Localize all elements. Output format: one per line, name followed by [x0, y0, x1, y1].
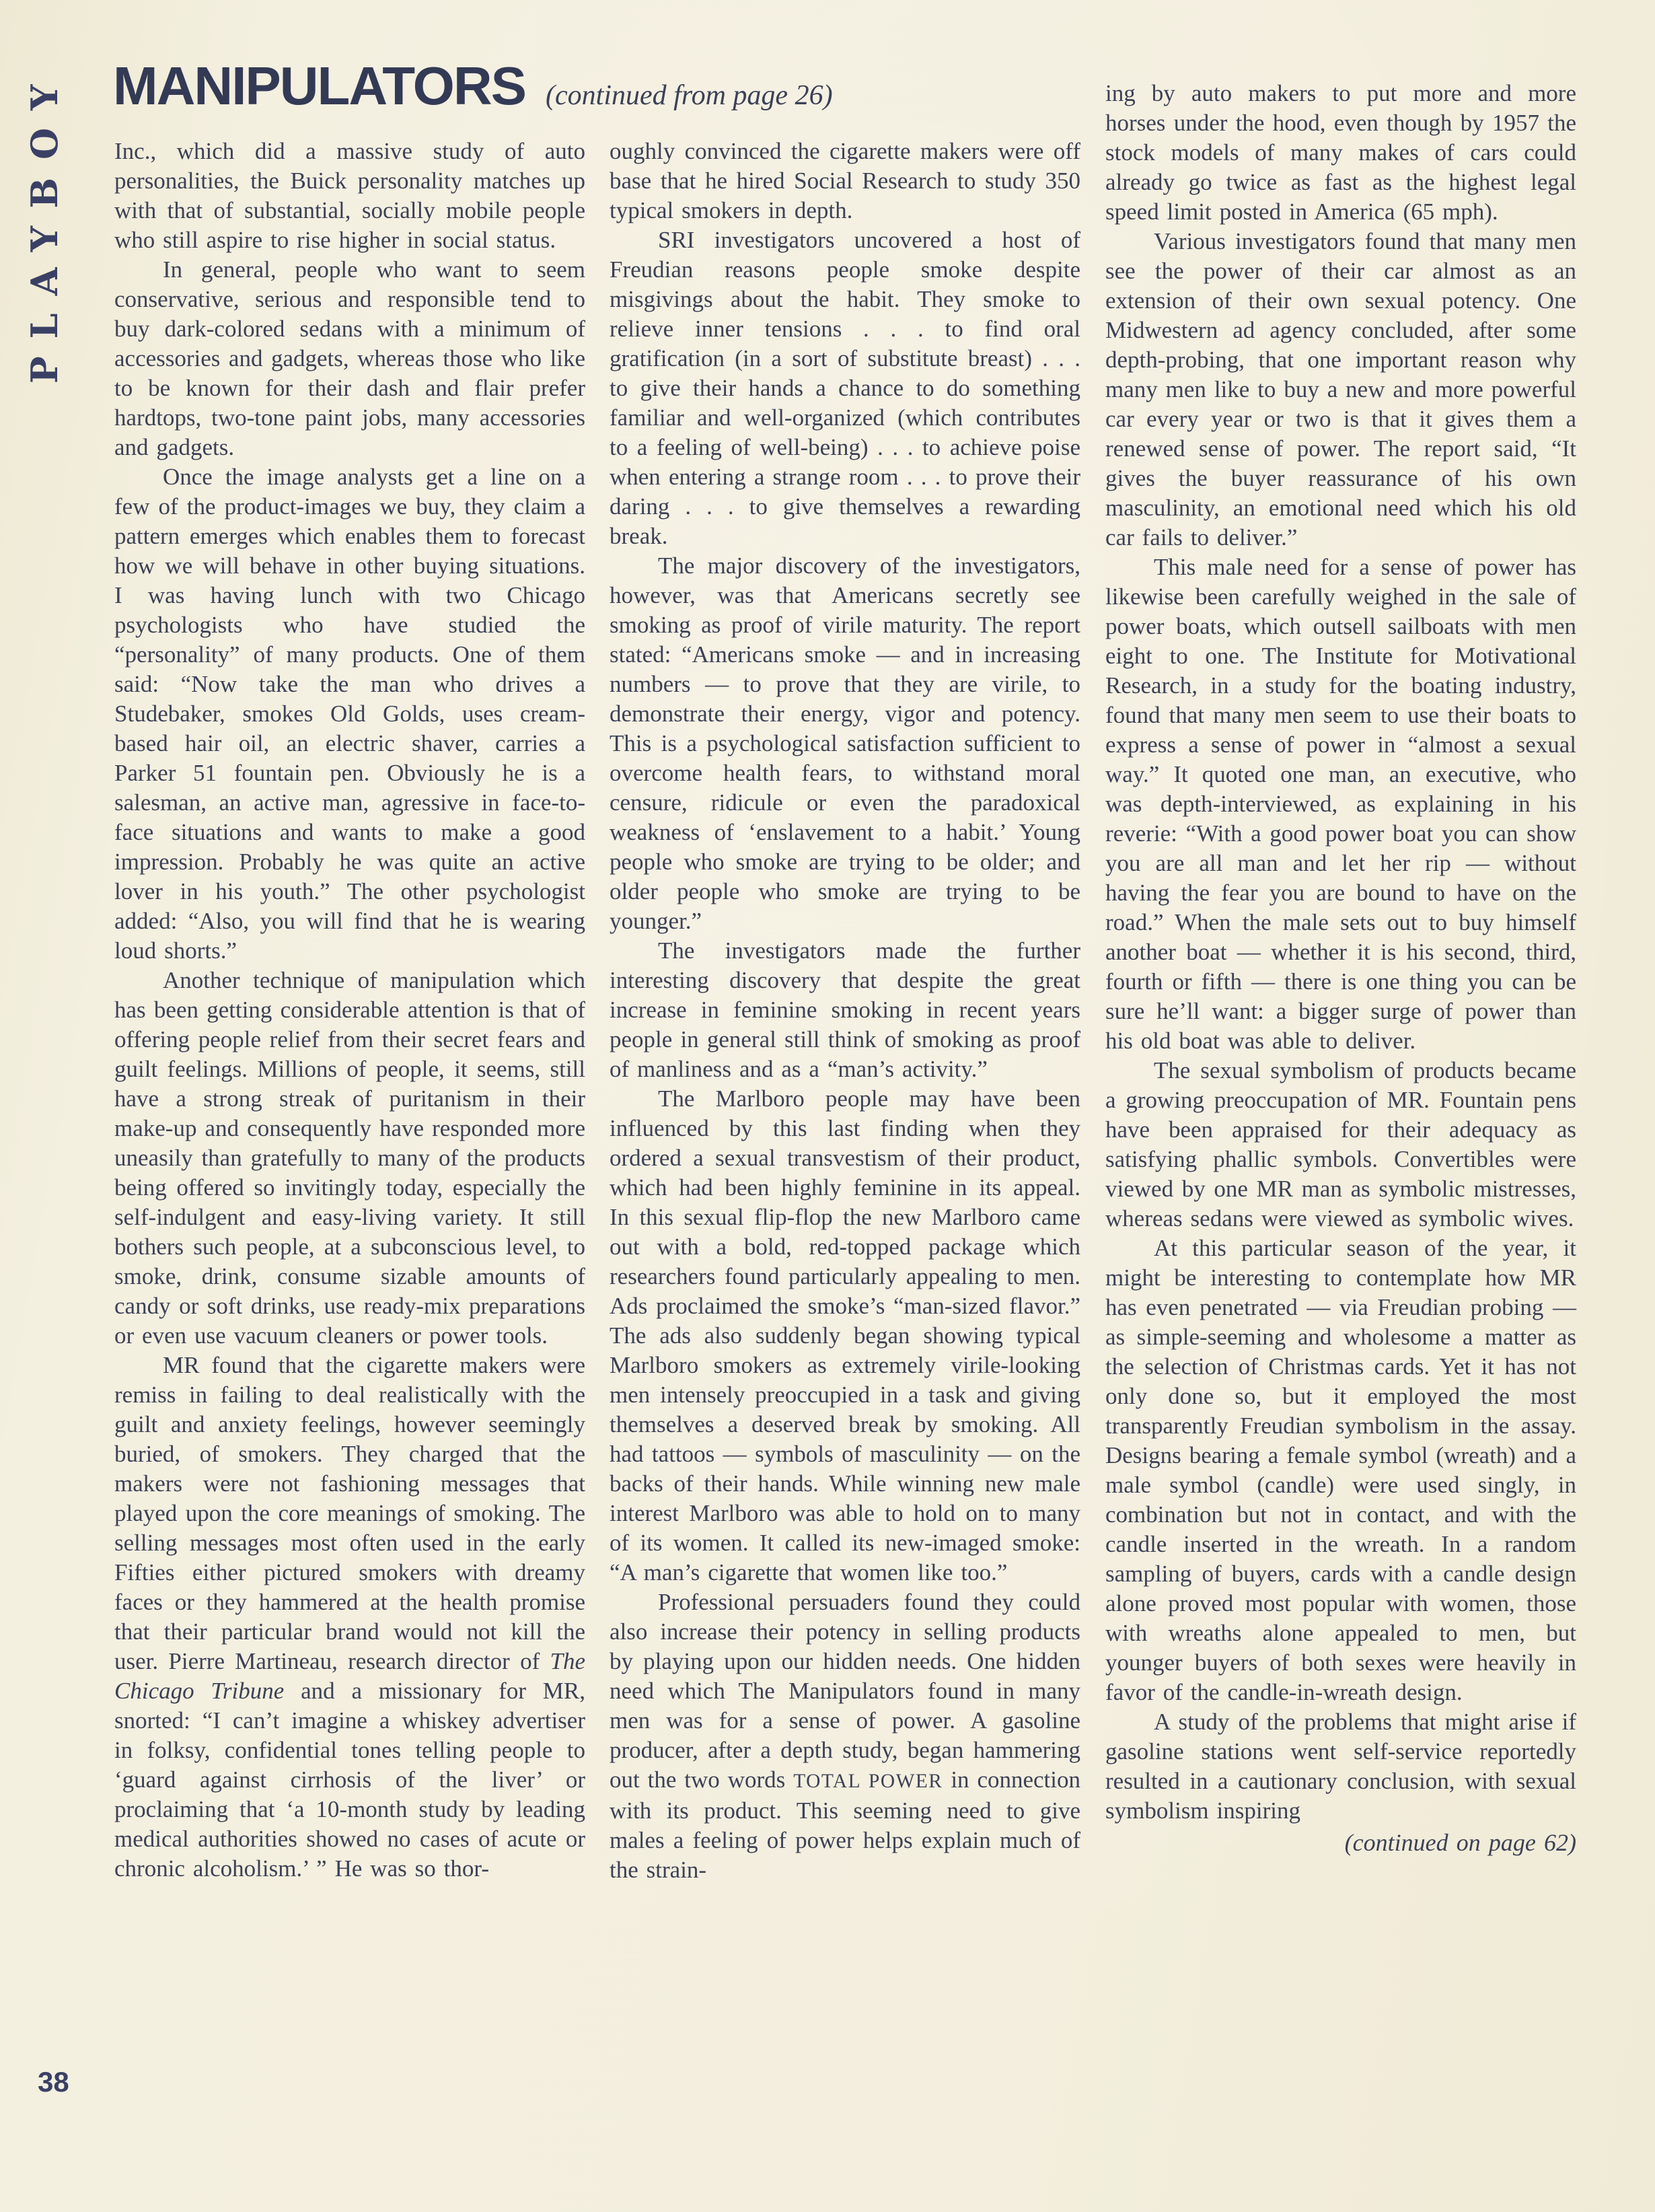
paragraph	[610, 551, 1080, 936]
text-segment: ing by auto makers to put more and more horses under the hood, even though by 1957 the stock models of many makes of cars could already go twice as fast as the highest legal speed limit posted in America (65 mph).	[1105, 80, 1576, 225]
text-segment: Once the image analysts get a line on a few of the product-images we buy, they claim a pattern emerges which enables them to forecast how we will behave in other buying situations. I was having lunch with two Chicago psychologists who have studied the “personality” of many products. One of them said: “Now take the man who drives a Studebaker, smokes Old Golds, uses cream-based hair oil, an electric shaver, carries a Parker 51 fountain pen. Obviously he is a salesman, an active man, agressive in face-to-face situations and wants to make a good impression. Probably he was quite an active lover in his youth.” The other psychologist added: “Also, you will find that he is wearing loud shorts.”	[114, 464, 585, 964]
paragraph	[1105, 1707, 1576, 1826]
text-segment: The investigators made the further interesting discovery that despite the great increase in feminine smoking in recent years people in general still think of smoking as proof of manliness and as a “man’s activity.”	[610, 937, 1080, 1082]
paragraph	[114, 462, 585, 966]
continued-on-note: (continued on page 62)	[1344, 1829, 1576, 1856]
text-segment-smallcaps: TOTAL POWER	[793, 1771, 943, 1792]
paragraph	[610, 936, 1080, 1084]
text-segment: In general, people who want to seem conservative, serious and responsible tend to buy dark-colored sedans with a minimum of accessories and gadgets, whereas those who like to be known for their dash and flair prefer hardtops, two-tone paint jobs, many accessories and gadgets.	[114, 256, 585, 460]
paragraph	[114, 137, 585, 255]
paragraph	[610, 1084, 1080, 1587]
text-segment: and a missionary for MR, snorted: “I can’t imagine a whiskey advertiser in folksy, confidential tones telling people to ‘guard against cirrhosis of the liver’ or proclaiming that ‘a 10-month study by leading medical authorities showed no cases of acute or chronic alcoholism.’ ” He was so thor-	[114, 1678, 586, 1882]
paragraph	[114, 1351, 585, 1884]
text-segment: Another technique of manipulation which has been getting considerable attention is that of offering people relief from their secret fears and guilt feelings. Millions of people, it seems, still have a strong streak of puritanism in their make-up and consequently have responded more uneasily than gratefully to many of the products being offered so invitingly today, especially the self-indulgent and easy-living variety. It still bothers such people, at a subconscious level, to smoke, drink, consume sizable amounts of candy or soft drinks, use ready-mix preparations or even use vacuum cleaners or power tools.	[114, 967, 585, 1349]
text-segment: Various investigators found that many men see the power of their car almost as an extension of their own sexual potency. One Midwestern ad agency concluded, after some depth-probing, that one important reason why many men like to buy a new and more powerful car every year or two is that it gives them a renewed sense of power. The report said, “It gives the buyer reassurance of his own masculinity, an emotional need which his old car fails to deliver.”	[1105, 228, 1576, 550]
paragraph	[1105, 1234, 1576, 1707]
text-segment: SRI investigators uncovered a host of Freudian reasons people smoke despite misgivings about the habit. They smoke to relieve inner tensions . . . to find oral gratification (in a sort of substitute breast) . . . to give their hands a chance to do something familiar and well-organized (which contributes to a feeling of well-being) . . . to achieve poise when entering a strange room . . . to prove their daring . . . to give themselves a rewarding break.	[610, 227, 1080, 549]
paragraph	[114, 966, 585, 1351]
text-segment: The sexual symbolism of products became a growing preoccupation of MR. Fountain pens have been appraised for their adequacy as satisfying phallic symbols. Convertibles were viewed by one MR man as symbolic mistresses, whereas sedans were viewed as symbolic wives.	[1105, 1057, 1576, 1232]
paragraph	[610, 225, 1080, 551]
text-segment: Professional persuaders found they could also increase their potency in selling products by playing upon our hidden needs. One hidden need which The Manipulators found in many men was for a sense of power. A gasoline producer, after a depth study, began hammering out the two words	[610, 1589, 1080, 1793]
text-segment: MR found that the cigarette makers were remiss in failing to deal realistically with the guilt and anxiety feelings, however seemingly buried, of smokers. They charged that the makers were not fashioning messages that played upon the core meanings of smoking. The selling messages most often used in the early Fifties either pictured smokers with dreamy faces or they hammered at the health promise that their particular brand would not kill the user. Pierre Martineau, research director of	[114, 1352, 585, 1674]
paragraph	[1105, 79, 1576, 227]
paragraph	[114, 255, 585, 462]
text-segment: in connection with its product. This seeming need to give males a feeling of power helps explain much of the strain-	[610, 1767, 1081, 1883]
column-3-text	[1105, 79, 1576, 1826]
article-title: MANIPULATORS	[113, 56, 526, 116]
page-number: 38	[38, 2066, 69, 2098]
text-segment: oughly convinced the cigarette makers were off base that he hired Social Research to study 350 typical smokers in depth.	[610, 138, 1080, 223]
article-header	[113, 56, 833, 116]
magazine-rail-text: PLAYBOY	[23, 67, 66, 384]
text-segment: A study of the problems that might arise if gasoline stations went self-service reportedly resulted in a cautionary conclusion, with sexual symbolism inspiring	[1105, 1709, 1576, 1824]
continued-from-note: (continued from page 26)	[546, 80, 833, 111]
text-segment: Inc., which did a massive study of auto personalities, the Buick personality matches up with that of substantial, socially mobile people who still aspire to rise higher in social status.	[114, 138, 585, 253]
paragraph	[1105, 552, 1576, 1056]
paragraph	[1105, 227, 1576, 552]
column-1	[114, 137, 585, 1884]
paragraph	[610, 137, 1080, 225]
paragraph	[610, 1587, 1080, 1885]
column-2	[610, 137, 1080, 1885]
text-segment: The Marlboro people may have been influenced by this last finding when they ordered a sexual transvestism of their product, which had been highly feminine in its appeal. In this sexual flip-flop the new Marlboro came out with a bold, red-topped package which researchers found particularly appealing to men. Ads proclaimed the smoke’s “man-sized flavor.” The ads also suddenly began showing typical Marlboro smokers as extremely virile-looking men intensely preoccupied in a task and giving themselves a deserved break by smoking. All had tattoos — symbols of masculinity — on the backs of their hands. While winning new male interest Marlboro was able to hold on to many of its women. It called its new-imaged smoke: “A man’s cigarette that women like too.”	[610, 1085, 1080, 1585]
text-segment: The major discovery of the investigators, however, was that Americans secretly see smoking as proof of virile maturity. The report stated: “Americans smoke — and in increasing numbers — to prove that they are virile, to demonstrate their energy, vigor and potency. This is a psychological satisfaction sufficient to overcome health fears, to withstand moral censure, ridicule or even the paradoxical weakness of ‘enslavement to a habit.’ Young people who smoke are trying to be older; and older people who smoke are trying to be younger.”	[610, 552, 1080, 934]
text-segment: This male need for a sense of power has likewise been carefully weighed in the sale of power boats, which outsell sailboats with men eight to one. The Institute for Motivational Research, in a study for the boating industry, found that many men seem to use their boats to express a sense of power in “almost a sexual way.” It quoted one man, an executive, who was depth-interviewed, as explaining in his reverie: “With a good power boat you can show you are all man and let her rip — without having the fear you are bound to have on the road.” When the male sets out to buy himself another boat — whether it is his second, third, fourth or fifth — there is one thing you can be sure he’ll want: a bigger surge of power than his old boat was able to deliver.	[1105, 554, 1576, 1054]
text-segment: At this particular season of the year, it might be interesting to contemplate how MR has even penetrated — via Freudian probing — as simple-seeming and wholesome a matter as the selection of Christmas cards. Yet it has not only done so, but it employed the most transparently Freudian symbolism in the assay. Designs bearing a female symbol (wreath) and a male symbol (candle) were used singly, in combination but not in contact, and with the candle inserted in the wreath. In a random sampling of buyers, cards with a candle design alone proved most popular with women, those with wreaths alone appealed to men, but younger buyers of both sexes were heavily in favor of the candle-in-wreath design.	[1105, 1235, 1576, 1705]
column-3	[1105, 79, 1576, 1859]
paragraph	[1105, 1056, 1576, 1234]
text-segment-italic: The Chicago Tribune	[114, 1648, 585, 1704]
